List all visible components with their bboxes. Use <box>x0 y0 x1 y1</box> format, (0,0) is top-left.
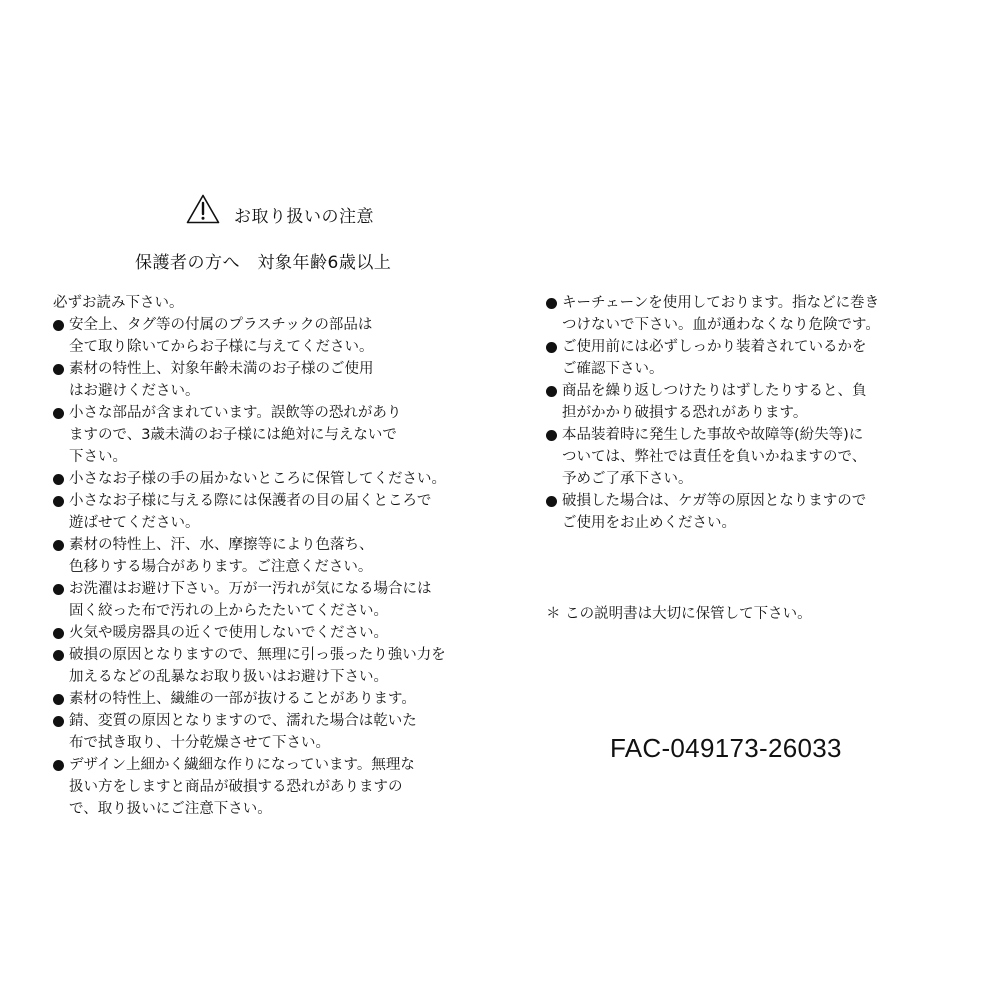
bullet-icon <box>53 628 64 639</box>
left-caution-list <box>53 314 493 820</box>
caution-item-line: 下さい。 <box>69 449 127 465</box>
caution-item <box>53 534 493 578</box>
caution-item-line: 小さな部品が含まれています。誤飲等の恐れがあり <box>69 405 402 421</box>
product-code: FAC-049173-26033 <box>610 733 842 763</box>
caution-item-line: 加えるなどの乱暴なお取り扱いはお避け下さい。 <box>69 669 388 685</box>
left-column <box>53 292 493 820</box>
bullet-icon <box>53 760 64 771</box>
bullet-icon <box>53 474 64 485</box>
warning-triangle-icon <box>186 194 220 224</box>
bullet-icon <box>53 716 64 727</box>
caution-item-line: 小さなお子様に与える際には保護者の目の届くところで <box>69 493 432 509</box>
bullet-icon <box>546 430 557 441</box>
caution-item <box>53 644 493 688</box>
caution-item-line: 素材の特性上、汗、水、摩擦等により色落ち、 <box>69 537 374 553</box>
bullet-icon <box>546 298 557 309</box>
caution-item-line: 本品装着時に発生した事故や故障等(紛失等)に <box>562 427 864 443</box>
caution-item-line: 安全上、タグ等の付属のプラスチックの部品は <box>69 317 373 333</box>
bullet-icon <box>53 650 64 661</box>
bullet-icon <box>53 364 64 375</box>
bullet-icon <box>546 496 557 507</box>
caution-item <box>53 622 493 644</box>
caution-item <box>53 710 493 754</box>
right-column <box>546 292 956 534</box>
caution-item <box>546 380 956 424</box>
caution-item <box>53 402 493 468</box>
caution-header <box>180 190 480 230</box>
caution-item <box>546 490 956 534</box>
caution-item-line: 予めご了承下さい。 <box>562 471 693 487</box>
caution-item-line: 固く絞った布で汚れの上からたたいてください。 <box>69 603 388 619</box>
caution-item-line: お洗濯はお避け下さい。万が一汚れが気になる場合には <box>69 581 432 597</box>
bullet-icon <box>546 342 557 353</box>
caution-item-line: はお避けください。 <box>69 383 200 399</box>
caution-item <box>53 578 493 622</box>
caution-item-line: ご確認下さい。 <box>562 361 664 377</box>
caution-item-line: 布で拭き取り、十分乾燥させて下さい。 <box>69 735 330 751</box>
bullet-icon <box>53 320 64 331</box>
caution-item <box>546 424 956 490</box>
caution-item-line: つけないで下さい。血が通わなくなり危険です。 <box>562 317 880 333</box>
right-caution-list <box>546 292 956 534</box>
caution-item-line: 火気や暖房器具の近くで使用しないでください。 <box>69 625 388 641</box>
caution-item-line: 扱い方をしますと商品が破損する恐れがありますの <box>69 779 403 795</box>
bullet-icon <box>53 584 64 595</box>
caution-item <box>53 688 493 710</box>
caution-item-line: で、取り扱いにご注意下さい。 <box>69 801 272 817</box>
caution-item-line: ついては、弊社では責任を負いかねますので、 <box>562 449 867 465</box>
caution-item <box>53 490 493 534</box>
caution-item <box>53 754 493 820</box>
caution-item-line: 錆、変質の原因となりますので、濡れた場合は乾いた <box>69 713 417 729</box>
caution-item <box>53 468 493 490</box>
caution-item-line: 色移りする場合があります。ご注意ください。 <box>69 559 373 575</box>
bullet-icon <box>53 496 64 507</box>
caution-item-line: 遊ばせてください。 <box>69 515 200 531</box>
caution-item <box>53 314 493 358</box>
caution-item-line: 全て取り除いてからお子様に与えてください。 <box>69 339 374 355</box>
bullet-icon <box>53 540 64 551</box>
bullet-icon <box>53 694 64 705</box>
caution-item-line: キーチェーンを使用しております。指などに巻き <box>562 295 880 311</box>
caution-item-line: 商品を繰り返しつけたりはずしたりすると、負 <box>562 383 867 399</box>
intro-text: 必ずお読み下さい。 <box>53 295 184 311</box>
caution-item-line: 小さなお子様の手の届かないところに保管してください。 <box>69 471 446 487</box>
caution-item-line: 素材の特性上、対象年齢未満のお子様のご使用 <box>69 361 374 377</box>
caution-item-line: ご使用前には必ずしっかり装着されているかを <box>562 339 867 355</box>
caution-item-line: 破損した場合は、ケガ等の原因となりますので <box>562 493 867 509</box>
bullet-icon <box>53 408 64 419</box>
caution-item <box>546 336 956 380</box>
caution-item-line: ますので、3歳未満のお子様には絶対に与えないで <box>69 427 397 443</box>
caution-item <box>53 358 493 402</box>
caution-item-line: デザイン上細かく繊細な作りになっています。無理な <box>69 757 415 773</box>
guardian-age-notice: 保護者の方へ 対象年齢6歳以上 <box>135 253 392 273</box>
caution-item <box>546 292 956 336</box>
footnote: ＊ この説明書は大切に保管して下さい。 <box>546 606 812 622</box>
caution-title: お取り扱いの注意 <box>234 207 374 227</box>
caution-item-line: 担がかかり破損する恐れがあります。 <box>562 405 808 421</box>
bullet-icon <box>546 386 557 397</box>
caution-item-line: ご使用をお止めください。 <box>562 515 736 531</box>
caution-item-line: 素材の特性上、繊維の一部が抜けることがあります。 <box>69 691 416 707</box>
caution-item-line: 破損の原因となりますので、無理に引っ張ったり強い力を <box>69 647 446 663</box>
